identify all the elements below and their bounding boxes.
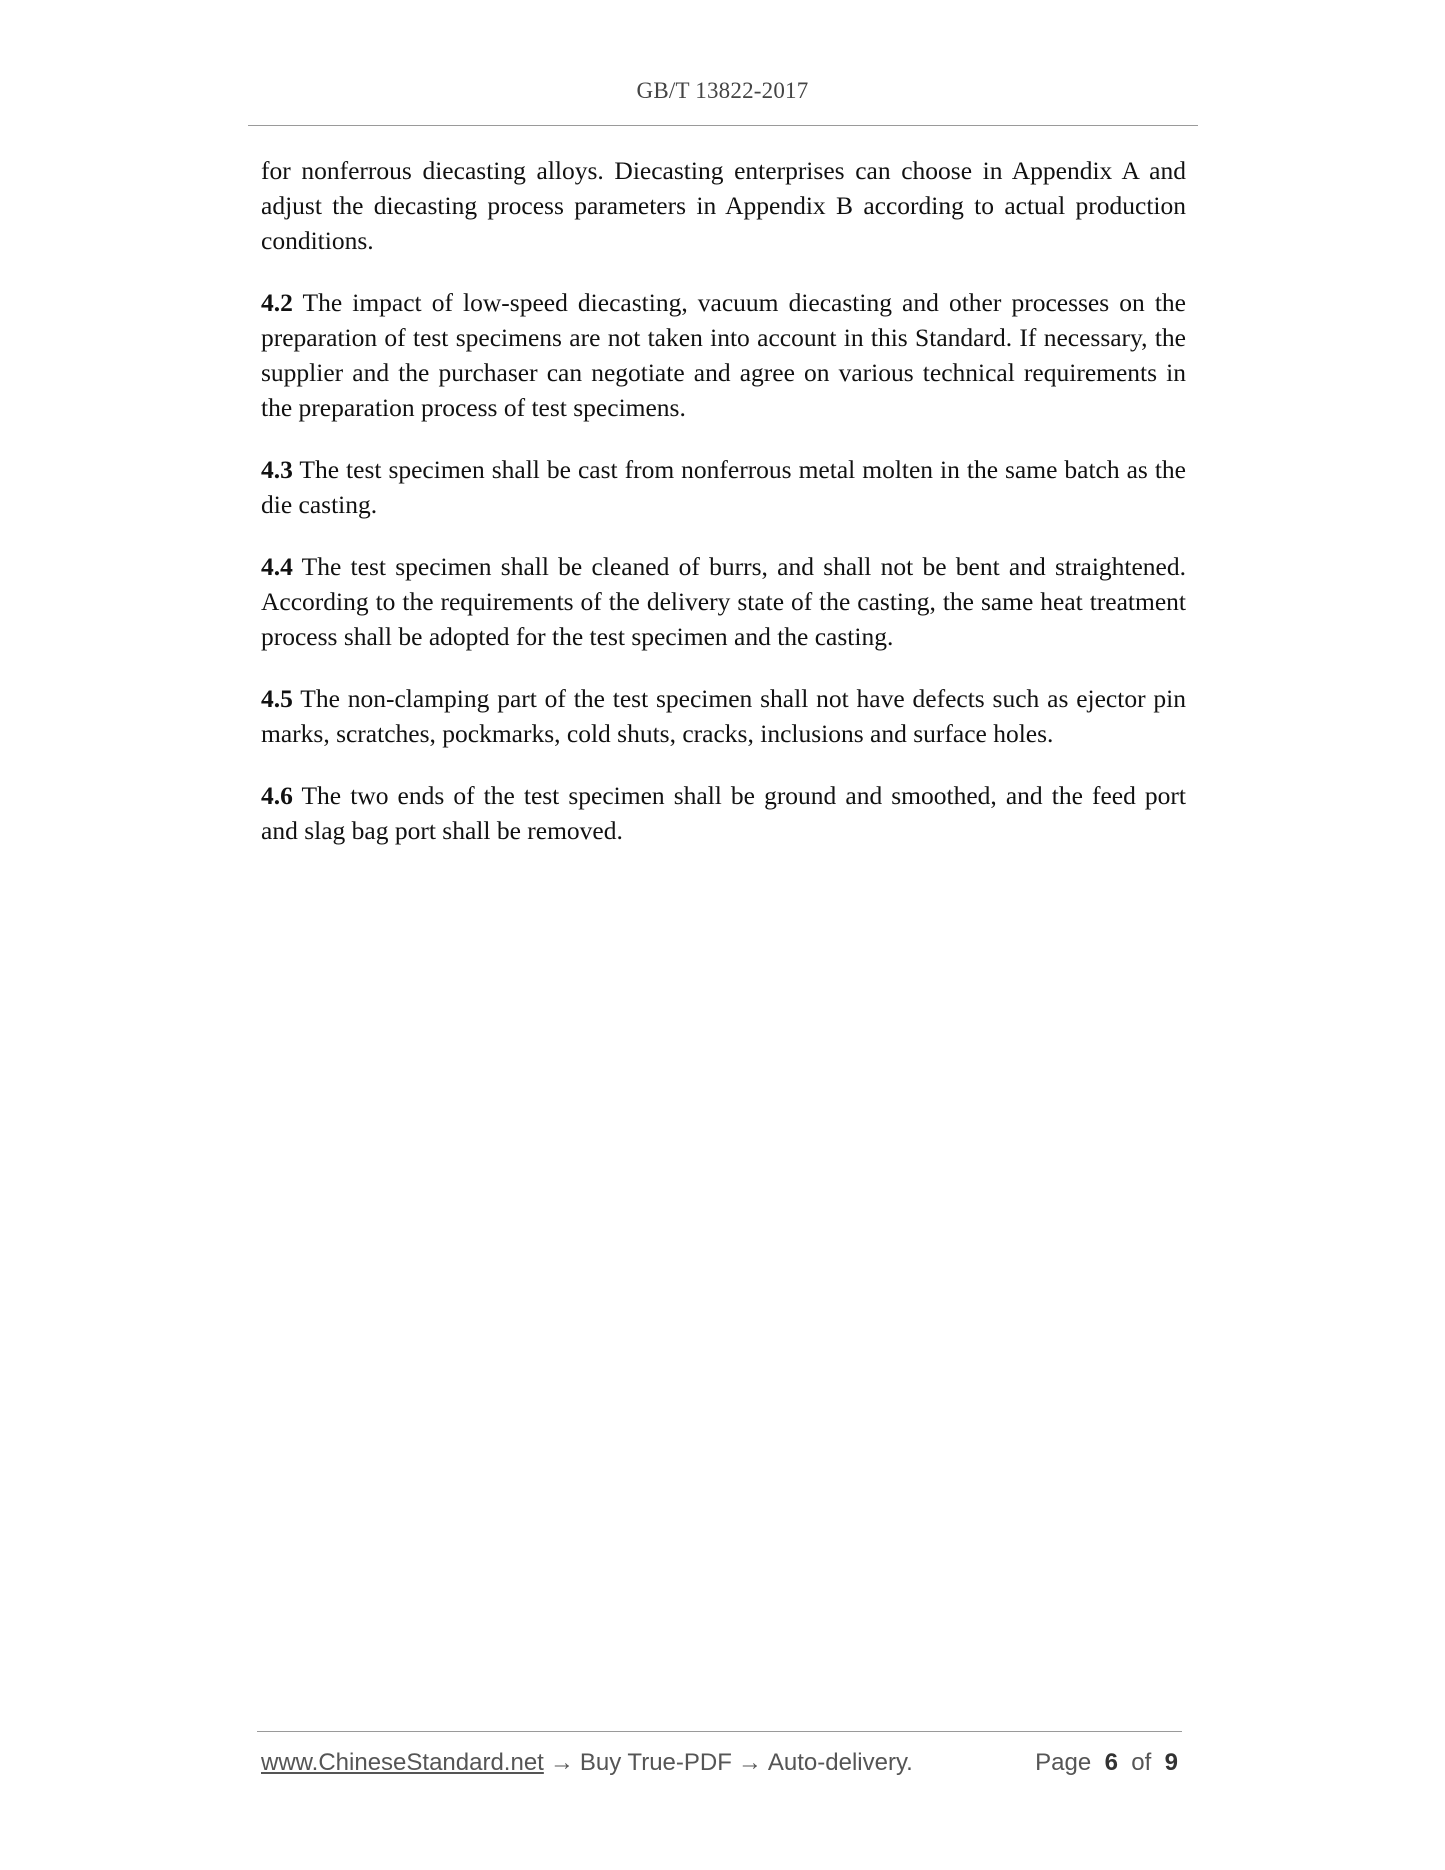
paragraph-text: The non-clamping part of the test specimen shall not have defects such as ejector pin marks, scratches, pockmarks, cold shuts, cracks, inclusions and surface holes. <box>261 684 1186 748</box>
footer-promo <box>261 1749 913 1777</box>
page-label: Page <box>1035 1749 1092 1776</box>
clause-number: 4.5 <box>261 684 293 713</box>
buy-true-pdf-text: Buy True-PDF <box>579 1749 732 1776</box>
clause-number: 4.2 <box>261 288 293 317</box>
paragraph-clause-4-4 <box>261 549 1186 654</box>
page-header-title: GB/T 13822-2017 <box>636 78 809 103</box>
footer-divider <box>257 1731 1182 1732</box>
paragraph-text: The two ends of the test specimen shall be ground and smoothed, and the feed port and slag bag port shall be removed. <box>261 781 1186 845</box>
of-label: of <box>1131 1749 1152 1776</box>
paragraph-continuation <box>261 153 1186 258</box>
document-body <box>261 153 1186 875</box>
page-footer <box>261 1749 1181 1783</box>
clause-number: 4.3 <box>261 455 293 484</box>
paragraph-text: The impact of low-speed diecasting, vacuum diecasting and other processes on the preparation of test specimens are not taken into account in this Standard. If necessary, the supplier and the purchaser can negotiate and agree on various technical requirements in the preparation process of test specimens. <box>261 288 1186 422</box>
paragraph-clause-4-6 <box>261 778 1186 848</box>
auto-delivery-text: Auto-delivery. <box>767 1749 913 1776</box>
paragraph-text: The test specimen shall be cleaned of burrs, and shall not be bent and straightened. According to the requirements of the delivery state of the casting, the same heat treatment process shall be adopted for the test specimen and the casting. <box>261 552 1186 651</box>
arrow-right-icon: → <box>737 1749 762 1776</box>
clause-number: 4.6 <box>261 781 293 810</box>
website-link[interactable]: www.ChineseStandard.net <box>261 1749 544 1776</box>
page-indicator <box>1035 1749 1178 1777</box>
paragraph-clause-4-2 <box>261 285 1186 425</box>
page-total: 9 <box>1164 1749 1178 1776</box>
page-number: 6 <box>1104 1749 1118 1776</box>
paragraph-text: The test specimen shall be cast from nonferrous metal molten in the same batch as the die casting. <box>261 455 1186 519</box>
paragraph-clause-4-5 <box>261 681 1186 751</box>
paragraph-text: for nonferrous diecasting alloys. Diecasting enterprises can choose in Appendix A and adjust the diecasting process parameters in Appendix B according to actual production conditions. <box>261 156 1186 255</box>
header-divider <box>248 125 1198 126</box>
arrow-right-icon: → <box>549 1749 574 1776</box>
clause-number: 4.4 <box>261 552 293 581</box>
paragraph-clause-4-3 <box>261 452 1186 522</box>
